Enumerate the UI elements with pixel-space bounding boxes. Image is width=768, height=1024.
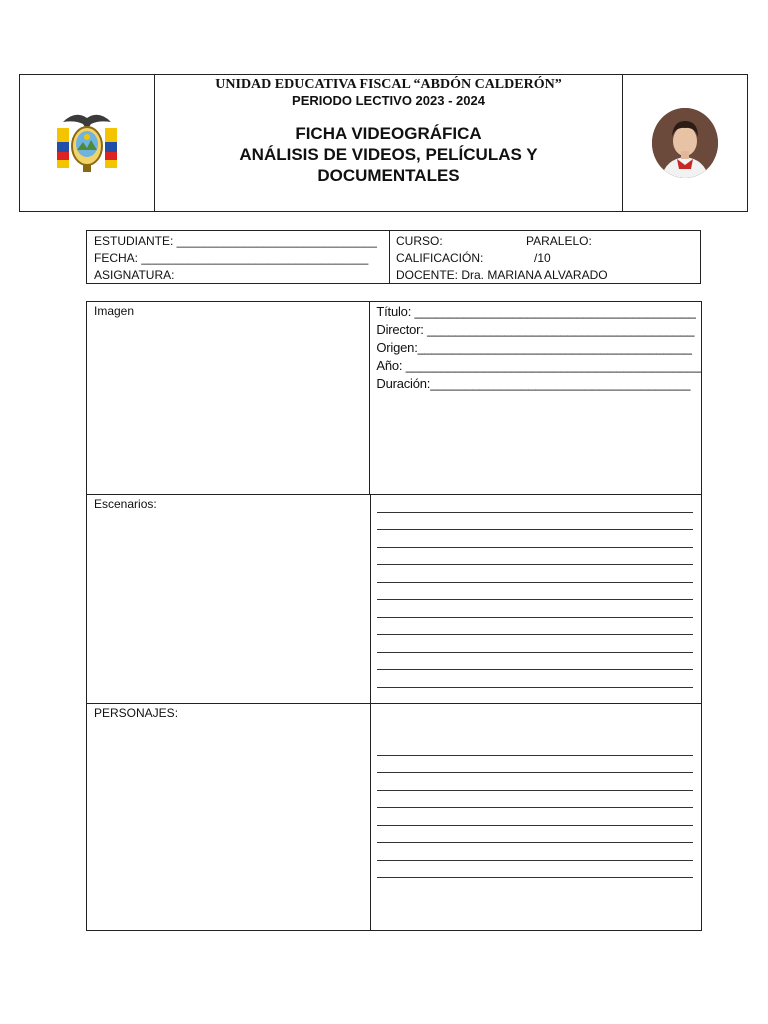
escenarios-row — [87, 495, 701, 704]
writing-line[interactable] — [377, 826, 693, 844]
title-line-3: DOCUMENTALES — [317, 166, 460, 185]
logo-cell — [20, 75, 155, 211]
header-title-area — [155, 75, 622, 211]
writing-line[interactable] — [377, 635, 693, 653]
ecuador-coat-of-arms-icon — [55, 108, 119, 178]
writing-line[interactable] — [377, 530, 693, 548]
personajes-row — [87, 704, 701, 930]
writing-line[interactable] — [377, 670, 693, 688]
writing-line[interactable] — [377, 618, 693, 636]
calificacion-value[interactable]: /10 — [534, 251, 551, 265]
writing-line[interactable] — [377, 653, 693, 671]
origen-field[interactable]: Origen:_______________________________________ — [376, 340, 692, 355]
curso-field[interactable]: CURSO: — [396, 234, 443, 248]
writing-line[interactable] — [377, 808, 693, 826]
escenarios-lines — [371, 495, 701, 703]
writing-line[interactable] — [377, 548, 693, 566]
escenarios-cell — [87, 495, 371, 703]
title-line-2: ANÁLISIS DE VIDEOS, PELÍCULAS Y — [239, 145, 538, 164]
anio-field[interactable]: Año: __________________________________________ — [376, 358, 701, 373]
writing-line[interactable] — [377, 773, 693, 791]
paralelo-field[interactable]: PARALELO: — [526, 234, 592, 248]
title-line-1: FICHA VIDEOGRÁFICA — [295, 124, 482, 143]
writing-line[interactable] — [377, 600, 693, 618]
imagen-cell[interactable] — [87, 302, 370, 494]
estudiante-field[interactable]: ESTUDIANTE: ______________________________ — [94, 234, 377, 248]
film-details-cell — [370, 302, 701, 494]
escenarios-label: Escenarios: — [94, 497, 157, 511]
calificacion-row — [396, 250, 700, 267]
writing-line[interactable] — [377, 756, 693, 774]
titulo-field[interactable]: Título: ________________________________________ — [376, 304, 696, 319]
school-name: UNIDAD EDUCATIVA FISCAL “ABDÓN CALDERÓN” — [215, 77, 562, 92]
calificacion-label: CALIFICACIÓN: — [396, 251, 484, 265]
personajes-cell — [87, 704, 371, 930]
duracion-field[interactable]: Duración:_____________________________________ — [376, 376, 691, 391]
film-details-row — [87, 302, 701, 495]
writing-line[interactable] — [377, 495, 693, 513]
writing-line[interactable] — [377, 843, 693, 861]
director-field[interactable]: Director: ______________________________________ — [376, 322, 695, 337]
writing-line[interactable] — [377, 513, 693, 531]
abdon-calderon-portrait — [651, 107, 719, 179]
document-title — [155, 123, 622, 186]
writing-line[interactable] — [377, 738, 693, 756]
fecha-field[interactable]: FECHA: __________________________________ — [94, 251, 369, 265]
imagen-label: Imagen — [94, 304, 135, 318]
writing-line[interactable] — [377, 861, 693, 879]
film-analysis-grid — [86, 301, 702, 931]
writing-line[interactable] — [377, 791, 693, 809]
writing-line[interactable] — [377, 583, 693, 601]
personajes-lines — [371, 704, 701, 930]
portrait-cell — [622, 75, 747, 211]
student-info-right — [390, 231, 700, 283]
student-info-left — [87, 231, 390, 283]
student-info-table — [86, 230, 701, 284]
header-box — [19, 74, 748, 212]
personajes-label: PERSONAJES: — [94, 706, 179, 720]
asignatura-field[interactable]: ASIGNATURA: — [94, 268, 175, 282]
writing-line[interactable] — [377, 565, 693, 583]
school-period: PERIODO LECTIVO 2023 - 2024 — [292, 93, 485, 108]
docente-field: DOCENTE: Dra. MARIANA ALVARADO — [396, 268, 608, 282]
curso-row — [396, 233, 700, 250]
